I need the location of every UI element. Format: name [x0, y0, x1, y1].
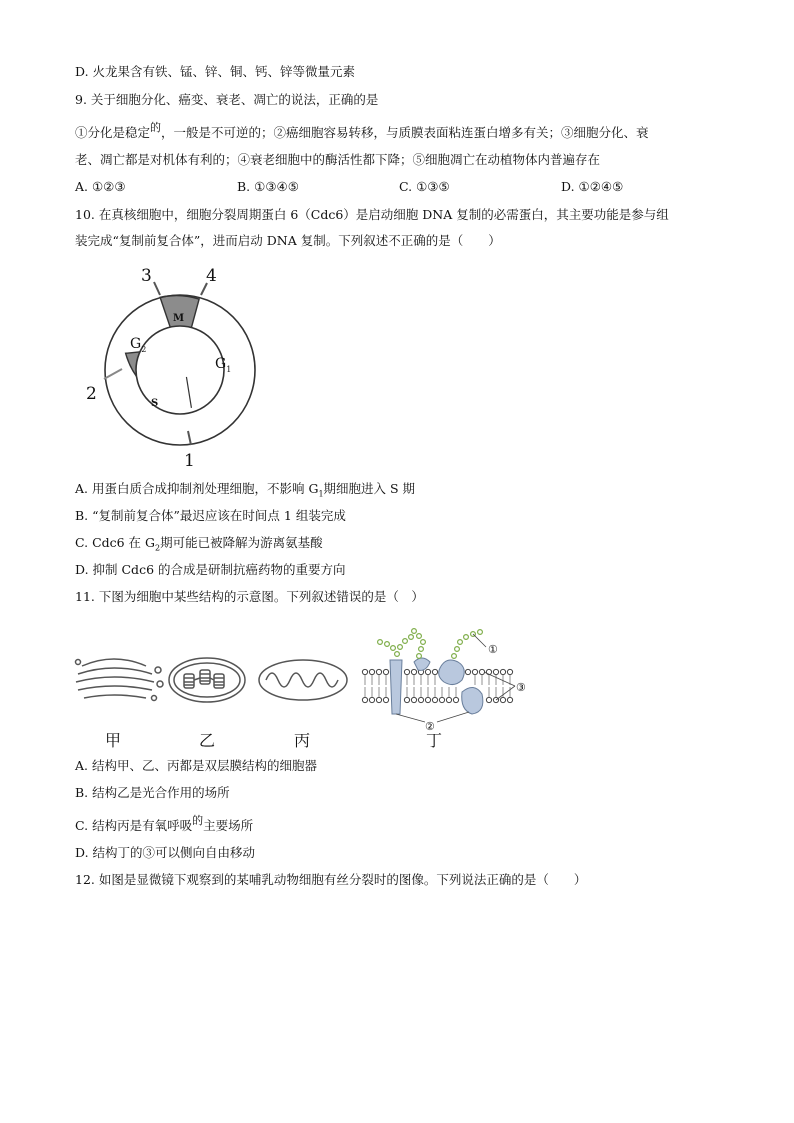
point-1: 1 [184, 451, 195, 471]
q9-body-line1 [75, 121, 649, 143]
q10-option-d: D. 抑制 Cdc6 的合成是研制抗癌药物的重要方向 [75, 562, 346, 577]
q10-option-a-sub: 1 [318, 489, 324, 499]
tick-point1 [188, 431, 191, 445]
label-s: S [151, 398, 159, 409]
label-g1-main: G [215, 356, 227, 372]
marker-2: ② [425, 720, 435, 733]
q10-option-c-sub: 2 [155, 543, 161, 553]
cell-cycle-figure [80, 262, 260, 472]
q11-option-c-de: 的 [192, 814, 204, 827]
point-2: 2 [86, 384, 97, 404]
inner-ring [136, 326, 227, 414]
q11-option-b: B. 结构乙是光合作用的场所 [75, 785, 230, 800]
tick-point3 [154, 282, 160, 295]
glycocalyx [378, 629, 483, 659]
q11-option-d: D. 结构丁的③可以侧向自由移动 [75, 845, 256, 860]
q10-option-a [75, 480, 415, 504]
q11-option-c-post: 主要场所 [203, 818, 254, 833]
q11-option-c [75, 814, 254, 836]
label-m: M [173, 313, 185, 324]
q10-option-c-pre: C. Cdc6 在 G [75, 535, 156, 550]
label-jia: 甲 [105, 731, 122, 750]
organelle-figure [74, 622, 534, 752]
q10-option-c-post: 期可能已被降解为游离氨基酸 [160, 535, 323, 550]
label-g1 [215, 356, 231, 374]
q9-body-text: ①分化是稳定 [75, 125, 151, 140]
label-yi: 乙 [199, 731, 216, 750]
lipid-heads-bottom [362, 697, 512, 702]
q9-body-line2: 老、凋亡都是对机体有利的；④衰老细胞中的酶活性都下降；⑤细胞凋亡在动植物体内普遍存在 [75, 152, 601, 167]
lipid-heads-top [362, 669, 512, 674]
membrane-drawing [362, 629, 526, 733]
marker-1: ① [488, 643, 498, 656]
point-3: 3 [141, 266, 152, 286]
q9-body-de: 的 [150, 121, 162, 134]
q9-option-b: B. ①③④⑤ [237, 179, 299, 194]
q9-option-a: A. ①②③ [75, 179, 126, 194]
q8-option-d: D. 火龙果含有铁、锰、锌、铜、钙、锌等微量元素 [75, 64, 356, 79]
chloroplast-drawing [169, 658, 245, 702]
label-g2-sub: 2 [141, 345, 147, 354]
q10-option-a-post: 期细胞进入 S 期 [323, 481, 416, 496]
label-g2-main: G [130, 336, 142, 352]
q11-stem: 11. 下图为细胞中某些结构的示意图。下列叙述错误的是（ ） [75, 589, 424, 604]
q10-stem-line1: 10. 在真核细胞中，细胞分裂周期蛋白 6（Cdc6）是启动细胞 DNA 复制的必需蛋白，其主要功能是参与组 [75, 207, 669, 222]
q9-option-d: D. ①②④⑤ [561, 179, 624, 194]
golgi-drawing [76, 659, 164, 701]
q11-option-c-pre: C. 结构丙是有氧呼吸 [75, 818, 193, 833]
q10-option-c [75, 534, 323, 558]
q12-stem: 12. 如图是显微镜下观察到的某哺乳动物细胞有丝分裂时的图像。下列说法正确的是（ ） [75, 872, 587, 887]
q11-option-a: A. 结构甲、乙、丙都是双层膜结构的细胞器 [75, 758, 317, 773]
label-g1-sub: 1 [226, 365, 232, 374]
q10-option-b: B. “复制前复合体”最迟应该在时间点 1 组装完成 [75, 508, 346, 523]
q10-option-a-pre: A. 用蛋白质合成抑制剂处理细胞，不影响 G [75, 481, 319, 496]
point-4: 4 [206, 266, 217, 286]
membrane-proteins [390, 658, 483, 714]
mitochondrion-drawing [259, 660, 347, 700]
q9-body-text-b: ，一般是不可逆的；②癌细胞容易转移，与质膜表面粘连蛋白增多有关；③细胞分化、衰 [161, 125, 649, 140]
lipid-tails [365, 675, 510, 697]
marker-3: ③ [516, 681, 526, 694]
tick-point2 [104, 369, 122, 379]
label-ding: 丁 [426, 731, 443, 750]
label-g2 [130, 336, 146, 354]
q10-stem-line2: 装完成“复制前复合体”，进而启动 DNA 复制。下列叙述不正确的是（ ） [75, 233, 501, 248]
q9-option-c: C. ①③⑤ [399, 179, 450, 194]
label-bing: 丙 [294, 731, 311, 750]
q9-stem: 9. 关于细胞分化、癌变、衰老、凋亡的说法，正确的是 [75, 92, 379, 107]
